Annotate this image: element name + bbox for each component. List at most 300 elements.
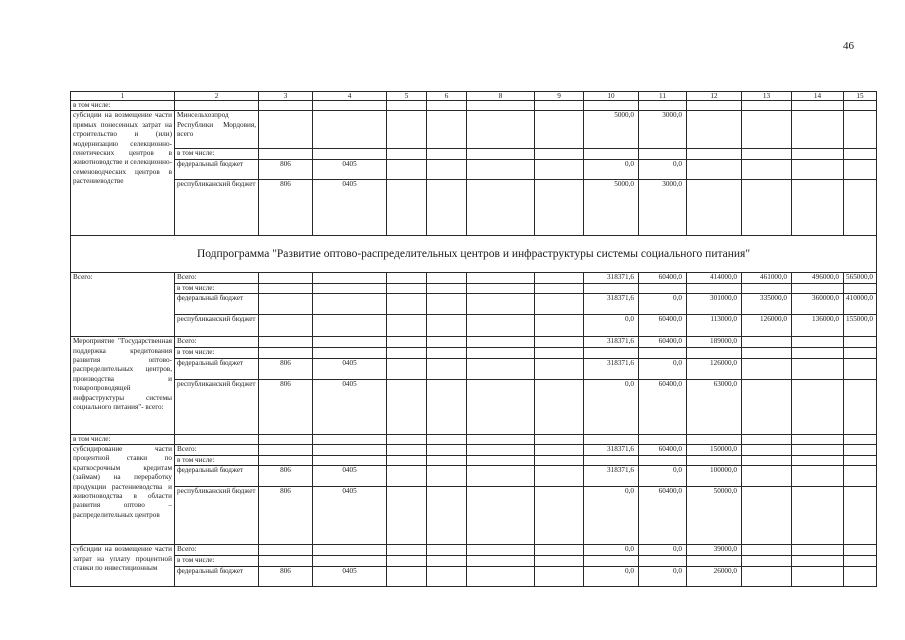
value-cell-c4 (313, 149, 387, 159)
funding-source: Всего: (175, 545, 259, 556)
empty-cell (387, 358, 427, 379)
table-row (71, 487, 877, 545)
value-cell-c10: 0,0 (584, 545, 639, 556)
empty-cell (313, 101, 387, 111)
empty-cell (535, 358, 584, 379)
empty-cell (535, 566, 584, 586)
empty-cell (535, 283, 584, 293)
value-cell-c14 (792, 487, 844, 545)
empty-cell (387, 149, 427, 159)
empty-cell (387, 294, 427, 315)
value-cell-c11: 3000,0 (639, 179, 687, 235)
value-cell-c15 (844, 159, 877, 179)
empty-cell (535, 379, 584, 434)
empty-cell (467, 445, 535, 456)
empty-cell (427, 283, 467, 293)
value-cell-c4 (313, 556, 387, 566)
value-cell-c3: 806 (259, 179, 313, 235)
value-cell-c11: 60400,0 (639, 379, 687, 434)
value-cell-c4 (313, 456, 387, 466)
value-cell-c14: 496000,0 (792, 272, 844, 283)
empty-cell (467, 101, 535, 111)
table-row (71, 358, 877, 379)
value-cell-c4 (313, 111, 387, 149)
table-row (71, 101, 877, 111)
value-cell-c15 (844, 337, 877, 348)
value-cell-c3 (259, 545, 313, 556)
empty-cell (535, 272, 584, 283)
table-row (71, 556, 877, 566)
value-cell-c14 (792, 149, 844, 159)
value-cell-c13: 126000,0 (742, 315, 792, 337)
value-cell-c10: 0,0 (584, 159, 639, 179)
empty-cell (427, 545, 467, 556)
table-row (71, 283, 877, 293)
value-cell-c13 (742, 445, 792, 456)
empty-cell (467, 179, 535, 235)
value-cell-c10 (584, 283, 639, 293)
value-cell-c10: 318371,6 (584, 337, 639, 348)
value-cell-c10: 0,0 (584, 566, 639, 586)
value-cell-c12: 150000,0 (687, 445, 742, 456)
empty-cell (467, 159, 535, 179)
empty-cell (467, 434, 535, 444)
value-cell-c3: 806 (259, 487, 313, 545)
value-cell-c15 (844, 283, 877, 293)
empty-cell (427, 159, 467, 179)
value-cell-c15 (844, 466, 877, 487)
empty-cell (387, 111, 427, 149)
empty-cell (427, 566, 467, 586)
table-row (71, 466, 877, 487)
value-cell-c15 (844, 348, 877, 358)
funding-source: в том числе: (175, 348, 259, 358)
value-cell-c13 (742, 159, 792, 179)
value-cell-c3 (259, 348, 313, 358)
empty-cell (535, 149, 584, 159)
empty-cell (467, 456, 535, 466)
value-cell-c13 (742, 358, 792, 379)
value-cell-c3 (259, 294, 313, 315)
value-cell-c10: 0,0 (584, 379, 639, 434)
funding-source: федеральный бюджет (175, 566, 259, 586)
empty-cell (467, 379, 535, 434)
empty-cell (427, 379, 467, 434)
empty-cell (387, 566, 427, 586)
value-cell-c3 (259, 272, 313, 283)
funding-source: в том числе: (175, 556, 259, 566)
value-cell-c12: 113000,0 (687, 315, 742, 337)
empty-cell (427, 445, 467, 456)
value-cell-c14 (792, 283, 844, 293)
table-row (71, 272, 877, 283)
empty-cell (387, 487, 427, 545)
value-cell-c13 (742, 179, 792, 235)
empty-cell (535, 445, 584, 456)
measure-description: Всего: (71, 272, 175, 336)
empty-cell (535, 487, 584, 545)
value-cell-c13 (742, 337, 792, 348)
value-cell-c15 (844, 179, 877, 235)
measure-description: субсидии на возмещение части затрат на уплату процентной ставки по инвестиционным (71, 545, 175, 586)
empty-cell (427, 434, 467, 444)
value-cell-c14 (792, 456, 844, 466)
empty-cell (387, 337, 427, 348)
value-cell-c11 (639, 456, 687, 466)
empty-cell (427, 358, 467, 379)
empty-cell (467, 315, 535, 337)
empty-cell (687, 434, 742, 444)
empty-cell (387, 445, 427, 456)
value-cell-c3: 806 (259, 566, 313, 586)
value-cell-c10 (584, 149, 639, 159)
empty-cell (467, 149, 535, 159)
empty-cell (175, 101, 259, 111)
measure-description: субсидирование части процентной ставки по краткосрочным кредитам (займам) на переработку продукции растениеводства и животноводства в области развития оптово – распределительных центров (71, 445, 175, 545)
empty-cell (584, 434, 639, 444)
value-cell-c11 (639, 556, 687, 566)
table-row (71, 445, 877, 456)
value-cell-c15 (844, 456, 877, 466)
value-cell-c4: 0405 (313, 159, 387, 179)
value-cell-c4: 0405 (313, 566, 387, 586)
value-cell-c10: 5000,0 (584, 179, 639, 235)
empty-cell (387, 556, 427, 566)
table-row (71, 379, 877, 434)
value-cell-c10: 318371,6 (584, 445, 639, 456)
value-cell-c13: 461000,0 (742, 272, 792, 283)
subprogram-row (71, 235, 877, 272)
empty-cell (427, 348, 467, 358)
column-header: 13 (742, 92, 792, 101)
funding-source: Минсельхозпрод Республики Мордовия, всего (175, 111, 259, 149)
empty-cell (535, 294, 584, 315)
empty-cell (387, 272, 427, 283)
value-cell-c3 (259, 283, 313, 293)
value-cell-c13 (742, 456, 792, 466)
empty-cell (427, 337, 467, 348)
value-cell-c15 (844, 545, 877, 556)
value-cell-c3 (259, 149, 313, 159)
empty-cell (175, 434, 259, 444)
value-cell-c13 (742, 149, 792, 159)
column-header: 3 (259, 92, 313, 101)
value-cell-c3: 806 (259, 466, 313, 487)
table-row (71, 111, 877, 149)
value-cell-c12: 301000,0 (687, 294, 742, 315)
funding-source: республиканский бюджет (175, 379, 259, 434)
value-cell-c14 (792, 111, 844, 149)
value-cell-c12 (687, 456, 742, 466)
funding-source: в том числе: (175, 456, 259, 466)
empty-cell (584, 101, 639, 111)
funding-source: Всего: (175, 445, 259, 456)
value-cell-c14 (792, 466, 844, 487)
empty-cell (687, 101, 742, 111)
empty-cell (639, 101, 687, 111)
value-cell-c4 (313, 315, 387, 337)
empty-cell (467, 337, 535, 348)
table-row (71, 434, 877, 444)
value-cell-c4 (313, 272, 387, 283)
table-row (71, 179, 877, 235)
column-header: 10 (584, 92, 639, 101)
column-header: 15 (844, 92, 877, 101)
value-cell-c14 (792, 379, 844, 434)
row-label: в том числе: (71, 101, 175, 111)
value-cell-c12 (687, 556, 742, 566)
value-cell-c14 (792, 566, 844, 586)
value-cell-c15 (844, 149, 877, 159)
funding-source: республиканский бюджет (175, 315, 259, 337)
empty-cell (467, 272, 535, 283)
value-cell-c11: 3000,0 (639, 111, 687, 149)
value-cell-c15: 155000,0 (844, 315, 877, 337)
empty-cell (313, 434, 387, 444)
empty-cell (387, 315, 427, 337)
empty-cell (844, 434, 877, 444)
value-cell-c10 (584, 556, 639, 566)
empty-cell (427, 111, 467, 149)
value-cell-c13 (742, 379, 792, 434)
value-cell-c15 (844, 566, 877, 586)
value-cell-c3 (259, 337, 313, 348)
value-cell-c11: 0,0 (639, 294, 687, 315)
funding-source: в том числе: (175, 283, 259, 293)
empty-cell (467, 294, 535, 315)
value-cell-c11: 0,0 (639, 566, 687, 586)
value-cell-c14: 136000,0 (792, 315, 844, 337)
value-cell-c13 (742, 545, 792, 556)
value-cell-c4: 0405 (313, 358, 387, 379)
empty-cell (387, 456, 427, 466)
table-row (71, 566, 877, 586)
budget-table (70, 91, 877, 587)
value-cell-c15 (844, 358, 877, 379)
value-cell-c4 (313, 545, 387, 556)
value-cell-c15 (844, 111, 877, 149)
empty-cell (535, 556, 584, 566)
table-row (71, 159, 877, 179)
empty-cell (387, 283, 427, 293)
value-cell-c12 (687, 179, 742, 235)
empty-cell (387, 379, 427, 434)
value-cell-c11: 0,0 (639, 466, 687, 487)
table-row (71, 149, 877, 159)
empty-cell (535, 111, 584, 149)
funding-source: федеральный бюджет (175, 294, 259, 315)
value-cell-c11 (639, 149, 687, 159)
measure-description: субсидии на возмещение части прямых понесенных затрат на строительство и (или) модернизацию селекционно-генетических центров в животноводстве и селекционно-семеноводческих центров в растениеводстве (71, 111, 175, 235)
funding-source: федеральный бюджет (175, 159, 259, 179)
subprogram-title: Подпрограмма "Развитие оптово-распределительных центров и инфраструктуры системы социального питания" (71, 235, 877, 272)
empty-cell (387, 545, 427, 556)
empty-cell (387, 159, 427, 179)
empty-cell (387, 466, 427, 487)
empty-cell (535, 337, 584, 348)
value-cell-c10: 5000,0 (584, 111, 639, 149)
funding-source: федеральный бюджет (175, 358, 259, 379)
value-cell-c12 (687, 283, 742, 293)
value-cell-c14 (792, 358, 844, 379)
empty-cell (467, 487, 535, 545)
empty-cell (742, 101, 792, 111)
value-cell-c12: 50000,0 (687, 487, 742, 545)
value-cell-c4: 0405 (313, 379, 387, 434)
header-row (71, 92, 877, 101)
empty-cell (535, 101, 584, 111)
value-cell-c14 (792, 159, 844, 179)
empty-cell (639, 434, 687, 444)
value-cell-c14 (792, 545, 844, 556)
value-cell-c4: 0405 (313, 179, 387, 235)
value-cell-c3 (259, 556, 313, 566)
column-header: 2 (175, 92, 259, 101)
value-cell-c4 (313, 445, 387, 456)
funding-source: Всего: (175, 272, 259, 283)
value-cell-c13 (742, 466, 792, 487)
value-cell-c3: 806 (259, 379, 313, 434)
value-cell-c15 (844, 487, 877, 545)
empty-cell (427, 456, 467, 466)
funding-source: Всего: (175, 337, 259, 348)
value-cell-c11: 0,0 (639, 358, 687, 379)
empty-cell (792, 101, 844, 111)
column-header: 6 (427, 92, 467, 101)
column-header: 8 (467, 92, 535, 101)
value-cell-c13 (742, 348, 792, 358)
column-header: 9 (535, 92, 584, 101)
value-cell-c13 (742, 487, 792, 545)
value-cell-c3: 806 (259, 358, 313, 379)
value-cell-c12 (687, 348, 742, 358)
empty-cell (535, 456, 584, 466)
empty-cell (792, 434, 844, 444)
value-cell-c13 (742, 556, 792, 566)
empty-cell (535, 348, 584, 358)
empty-cell (467, 358, 535, 379)
value-cell-c15: 410000,0 (844, 294, 877, 315)
value-cell-c14 (792, 337, 844, 348)
value-cell-c10: 318371,6 (584, 358, 639, 379)
value-cell-c4 (313, 337, 387, 348)
empty-cell (387, 101, 427, 111)
empty-cell (387, 348, 427, 358)
table-row (71, 294, 877, 315)
empty-cell (535, 179, 584, 235)
empty-cell (467, 556, 535, 566)
value-cell-c4: 0405 (313, 466, 387, 487)
table-row (71, 337, 877, 348)
value-cell-c15 (844, 445, 877, 456)
empty-cell (535, 545, 584, 556)
value-cell-c15: 565000,0 (844, 272, 877, 283)
value-cell-c13 (742, 566, 792, 586)
value-cell-c11: 0,0 (639, 545, 687, 556)
value-cell-c12: 126000,0 (687, 358, 742, 379)
empty-cell (844, 101, 877, 111)
value-cell-c10: 318371,6 (584, 466, 639, 487)
empty-cell (535, 315, 584, 337)
value-cell-c12 (687, 111, 742, 149)
column-header: 4 (313, 92, 387, 101)
empty-cell (427, 315, 467, 337)
funding-source: республиканский бюджет (175, 487, 259, 545)
value-cell-c3 (259, 445, 313, 456)
table-row (71, 348, 877, 358)
value-cell-c14 (792, 179, 844, 235)
empty-cell (467, 545, 535, 556)
empty-cell (742, 434, 792, 444)
value-cell-c11 (639, 348, 687, 358)
value-cell-c13 (742, 111, 792, 149)
value-cell-c14 (792, 556, 844, 566)
value-cell-c4 (313, 348, 387, 358)
value-cell-c4 (313, 283, 387, 293)
value-cell-c11: 60400,0 (639, 487, 687, 545)
empty-cell (535, 159, 584, 179)
empty-cell (535, 434, 584, 444)
empty-cell (467, 466, 535, 487)
column-header: 1 (71, 92, 175, 101)
value-cell-c3 (259, 111, 313, 149)
empty-cell (535, 466, 584, 487)
empty-cell (427, 179, 467, 235)
value-cell-c14 (792, 445, 844, 456)
value-cell-c11: 60400,0 (639, 445, 687, 456)
funding-source: в том числе: (175, 149, 259, 159)
table-row (71, 315, 877, 337)
empty-cell (467, 566, 535, 586)
funding-source: федеральный бюджет (175, 466, 259, 487)
column-header: 5 (387, 92, 427, 101)
value-cell-c12 (687, 149, 742, 159)
value-cell-c3 (259, 456, 313, 466)
empty-cell (427, 272, 467, 283)
empty-cell (427, 487, 467, 545)
column-header: 12 (687, 92, 742, 101)
value-cell-c13: 335000,0 (742, 294, 792, 315)
page-number: 46 (843, 40, 854, 52)
value-cell-c11: 0,0 (639, 159, 687, 179)
empty-cell (467, 348, 535, 358)
empty-cell (427, 101, 467, 111)
value-cell-c15 (844, 379, 877, 434)
value-cell-c3 (259, 315, 313, 337)
empty-cell (387, 179, 427, 235)
column-header: 14 (792, 92, 844, 101)
value-cell-c11: 60400,0 (639, 337, 687, 348)
value-cell-c14 (792, 348, 844, 358)
value-cell-c12: 100000,0 (687, 466, 742, 487)
empty-cell (259, 101, 313, 111)
value-cell-c11: 60400,0 (639, 272, 687, 283)
value-cell-c10 (584, 456, 639, 466)
value-cell-c3: 806 (259, 159, 313, 179)
row-label: в том числе: (71, 434, 175, 444)
empty-cell (427, 556, 467, 566)
column-header: 11 (639, 92, 687, 101)
value-cell-c11 (639, 283, 687, 293)
empty-cell (467, 111, 535, 149)
value-cell-c11: 60400,0 (639, 315, 687, 337)
empty-cell (467, 283, 535, 293)
value-cell-c12: 189000,0 (687, 337, 742, 348)
value-cell-c14: 360000,0 (792, 294, 844, 315)
value-cell-c12: 63000,0 (687, 379, 742, 434)
value-cell-c10: 0,0 (584, 315, 639, 337)
table-row (71, 456, 877, 466)
